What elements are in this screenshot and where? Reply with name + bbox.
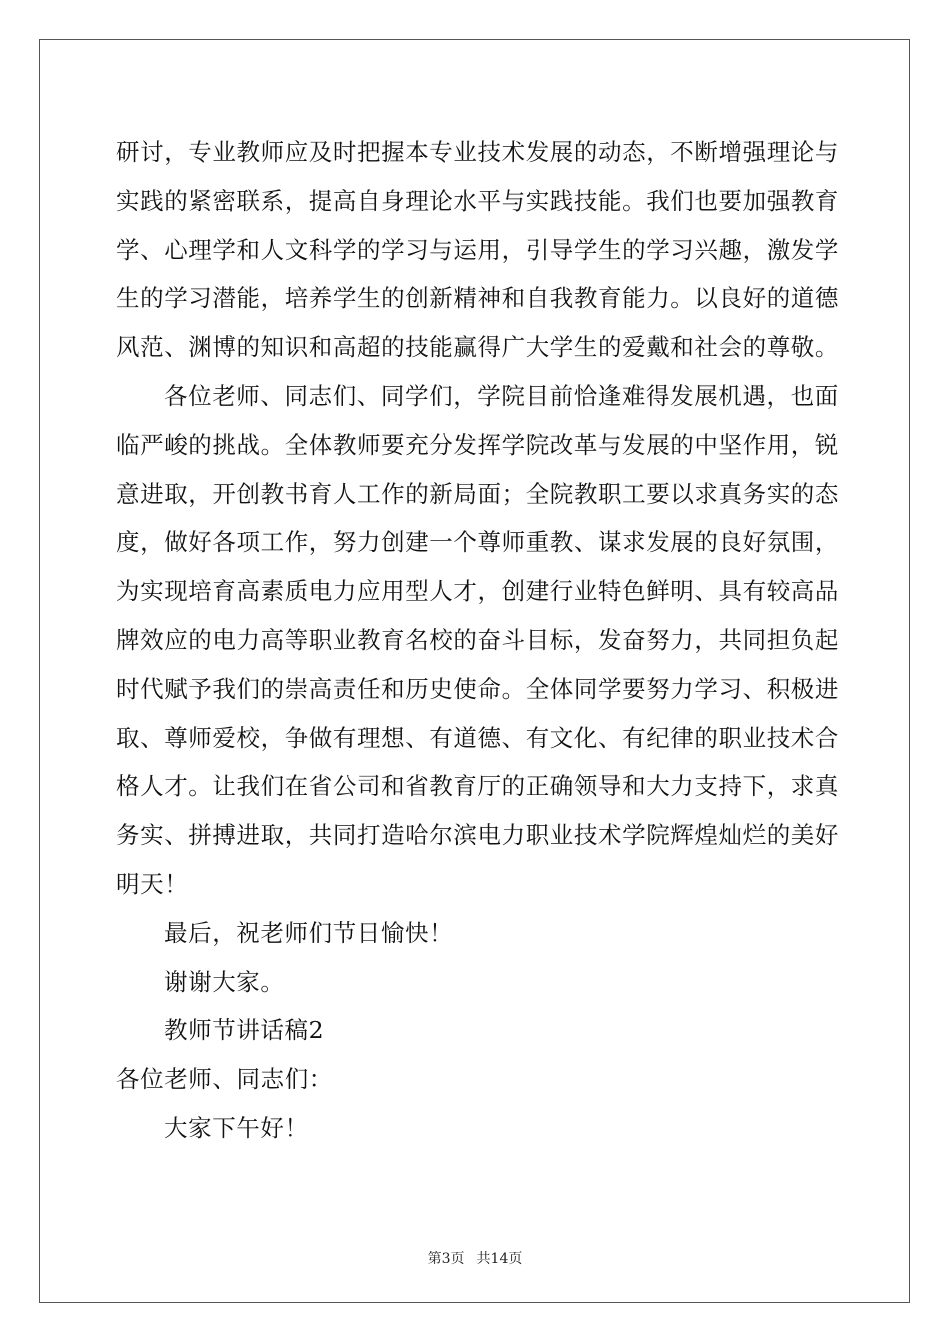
closing-line: 最后，祝老师们节日愉快！ xyxy=(164,918,454,947)
text-line: 风范、渊博的知识和高超的技能赢得广大学生的爱戴和社会的尊敬。 xyxy=(116,333,839,362)
text-line: 生的学习潜能，培养学生的创新精神和自我教育能力。以良好的道德 xyxy=(116,284,839,313)
page-total: 共14页 xyxy=(476,1251,523,1267)
salutation: 各位老师、同志们： xyxy=(116,1065,333,1094)
text-line: 实践的紧密联系，提高自身理论水平与实践技能。我们也要加强教育 xyxy=(116,186,839,215)
text-line: 明天！ xyxy=(116,869,189,898)
text-line: 格人才。让我们在省公司和省教育厅的正确领导和大力支持下，求真 xyxy=(116,772,839,801)
text-line: 取、尊师爱校，争做有理想、有道德、有文化、有纪律的职业技术合 xyxy=(116,723,839,752)
thanks-line: 谢谢大家。 xyxy=(164,967,285,996)
section-title: 教师节讲话稿2 xyxy=(164,1016,325,1045)
page-number: 第3页 xyxy=(427,1251,465,1267)
text-line: 临严峻的挑战。全体教师要充分发挥学院改革与发展的中坚作用，锐 xyxy=(116,430,839,459)
text-line: 时代赋予我们的崇高责任和历史使命。全体同学要努力学习、积极进 xyxy=(116,674,839,703)
text-line: 牌效应的电力高等职业教育名校的奋斗目标，发奋努力，共同担负起 xyxy=(116,625,839,654)
greeting: 大家下午好！ xyxy=(164,1113,309,1142)
text-line: 度，做好各项工作，努力创建一个尊师重教、谋求发展的良好氛围， xyxy=(116,528,839,557)
paragraph-start: 各位老师、同志们、同学们，学院目前恰逢难得发展机遇，也面 xyxy=(164,381,839,410)
text-line: 研讨，专业教师应及时把握本专业技术发展的动态，不断增强理论与 xyxy=(116,138,839,166)
text-line: 务实、拼搏进取，共同打造哈尔滨电力职业技术学院辉煌灿烂的美好 xyxy=(116,821,839,850)
document-body xyxy=(116,128,839,1153)
page-footer xyxy=(0,1248,950,1268)
text-line: 意进取，开创教书育人工作的新局面；全院教职工要以求真务实的态 xyxy=(116,479,839,508)
text-line: 学、心理学和人文科学的学习与运用，引导学生的学习兴趣，激发学 xyxy=(116,235,839,264)
text-line: 为实现培育高素质电力应用型人才，创建行业特色鲜明、具有较高品 xyxy=(116,577,839,606)
